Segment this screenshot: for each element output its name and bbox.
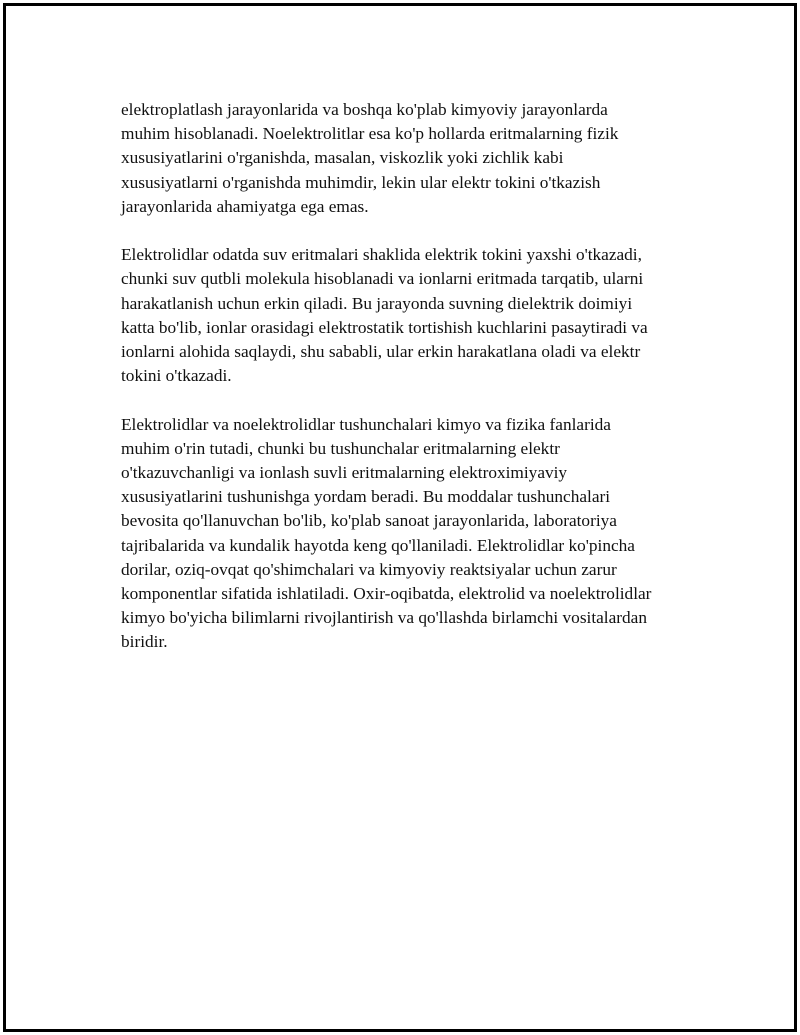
- text-line: elektroplatlash jarayonlarida va boshqa ko'plab kimyoviy jarayonlarda: [121, 100, 608, 119]
- text-line: tajribalarida va kundalik hayotda keng qo'llaniladi. Elektrolidlar ko'pincha: [121, 535, 635, 555]
- paragraph-1: [121, 98, 701, 219]
- text-line: katta bo'lib, ionlar orasidagi elektrostatik tortishish kuchlarini pasaytiradi va: [121, 317, 648, 337]
- page-frame: [3, 3, 797, 1032]
- text-line: jarayonlarida ahamiyatga ega emas.: [121, 196, 369, 216]
- text-line: Elektrolidlar va noelektrolidlar tushunchalari kimyo va fizika fanlarida: [121, 414, 611, 434]
- text-line: muhim o'rin tutadi, chunki bu tushunchalar eritmalarning elektr: [121, 438, 560, 458]
- text-line: xususiyatlarni o'rganishda muhimdir, lekin ular elektr tokini o'tkazish: [121, 172, 601, 192]
- text-line: harakatlanish uchun erkin qiladi. Bu jarayonda suvning dielektrik doimiyi: [121, 293, 633, 313]
- text-line: dorilar, oziq-ovqat qo'shimchalari va kimyoviy reaktsiyalar uchun zarur: [121, 559, 617, 579]
- text-line: muhim hisoblanadi. Noelektrolitlar esa ko'p hollarda eritmalarning fizik: [121, 124, 619, 144]
- text-line: xususiyatlarini o'rganishda, masalan, viskozlik yoki zichlik kabi: [121, 148, 564, 168]
- text-line: komponentlar sifatida ishlatiladi. Oxir-oqibatda, elektrolid va noelektrolidlar: [121, 584, 652, 604]
- text-line: kimyo bo'yicha bilimlarni rivojlantirish va qo'llashda birlamchi vositalardan: [121, 608, 647, 628]
- paragraph-2: [121, 243, 701, 388]
- text-line: o'tkazuvchanligi va ionlash suvli eritmalarning elektroximiyaviy: [121, 463, 568, 483]
- text-line: Elektrolidlar odatda suv eritmalari shaklida elektrik tokini yaxshi o'tkazadi,: [121, 245, 642, 265]
- text-line: chunki suv qutbli molekula hisoblanadi va ionlarni eritmada tarqatib, ularni: [121, 269, 644, 289]
- text-line: biridir.: [121, 632, 168, 652]
- text-line: ionlarni alohida saqlaydi, shu sababli, ular erkin harakatlana oladi va elektr: [121, 342, 641, 362]
- text-line: xususiyatlarini tushunishga yordam beradi. Bu moddalar tushunchalari: [121, 487, 611, 507]
- document-body: [121, 98, 701, 679]
- text-line: tokini o'tkazadi.: [121, 366, 232, 386]
- text-line: bevosita qo'llanuvchan bo'lib, ko'plab sanoat jarayonlarida, laboratoriya: [121, 511, 617, 531]
- paragraph-3: [121, 413, 701, 655]
